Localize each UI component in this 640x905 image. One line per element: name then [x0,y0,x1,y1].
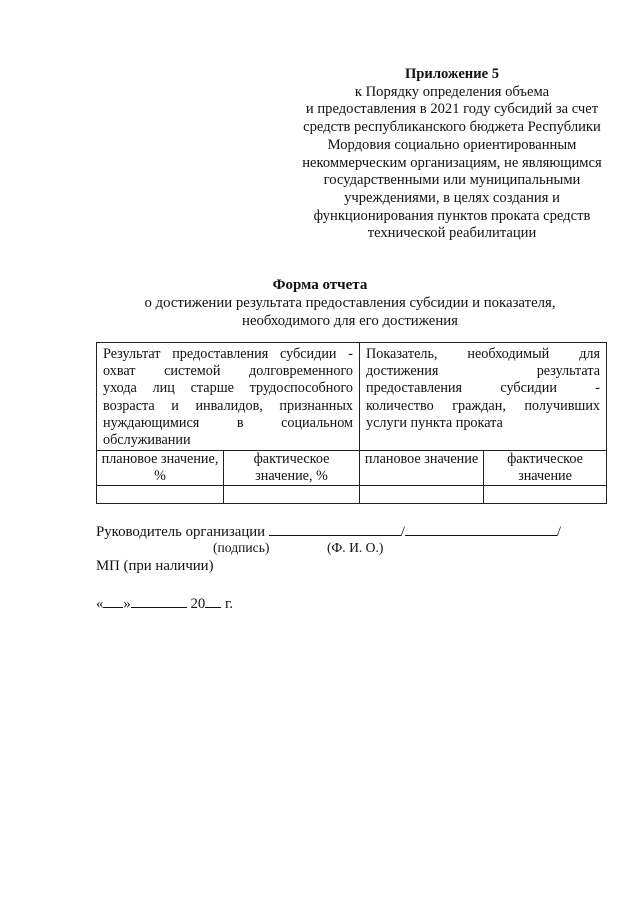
year-blank [205,593,221,608]
date-suffix: г. [225,596,234,612]
table-header-row [97,343,607,451]
result-header-line: нуждающимися в социальном [103,414,354,431]
planned-value-header: плановое значение [360,451,484,486]
actual-percent-value [224,486,360,504]
indicator-header-cell [360,343,607,451]
month-blank [131,593,187,608]
signature-blank [269,521,401,536]
result-header-line: Результат предоставления субсидии - [103,346,354,362]
name-hint: (Ф. И. О.) [327,540,384,555]
signature-hint: (подпись) [213,540,270,555]
date-year-prefix: 20 [190,596,206,612]
indicator-header-line: предоставления субсидии - [366,380,601,397]
annex-title: Приложение 5 [404,66,500,82]
planned-value [360,486,484,504]
table-subheader-row [97,451,607,486]
annex-line: некоммерческим организациям, не являющимся [302,154,602,171]
name-blank [405,521,557,536]
annex-line: и предоставления в 2021 году субсидий за счет [305,101,599,118]
form-subtitle-line: необходимого для его достижения [242,313,458,329]
result-header-line: ухода лиц старше трудоспособного [103,380,354,397]
table-row [97,486,607,504]
stamp-label: МП (при наличии) [96,558,214,574]
annex-line: функционирования пунктов проката средств [313,207,591,224]
day-blank [103,593,123,608]
annex-line: Мордовия социально ориентированным [327,136,577,153]
indicator-header-line: услуги пункта проката [366,414,503,431]
actual-value-header: фактическое значение [484,451,607,486]
result-header-line: возраста и инвалидов, признанных [103,397,354,414]
indicator-header-line: количество граждан, получивших [366,397,601,414]
result-header-cell [97,343,360,451]
planned-percent-header: плановое значение, % [97,451,224,486]
annex-line: технической реабилитации [367,225,537,242]
result-header-line: охват системой долговременного [103,363,354,380]
form-subtitle [120,294,580,330]
date-line [96,593,233,613]
actual-percent-header: фактическое значение, % [224,451,360,486]
annex-line: к Порядку определения объема [354,83,550,100]
annex-line: государственными или муниципальными [323,172,581,189]
result-header-line: обслуживании [103,432,191,449]
annex-line: учреждениями, в целях создания и [344,189,560,206]
indicator-header-line: Показатель, необходимый для [366,346,601,362]
date-close-quote: » [123,596,131,612]
indicator-header-line: достижения результата [366,363,601,380]
signature-label: Руководитель организации [96,524,266,540]
date-open-quote: « [96,596,104,612]
annex-header [282,66,622,243]
form-title: Форма отчета [272,277,368,293]
form-subtitle-line: о достижении результата предоставления субсидии и показателя, [144,295,556,311]
report-table [96,342,607,504]
annex-line: средств республиканского бюджета Республики [303,119,601,136]
planned-percent-value [97,486,224,504]
actual-value [484,486,607,504]
signature-line: Руководитель организации / / [96,521,561,541]
